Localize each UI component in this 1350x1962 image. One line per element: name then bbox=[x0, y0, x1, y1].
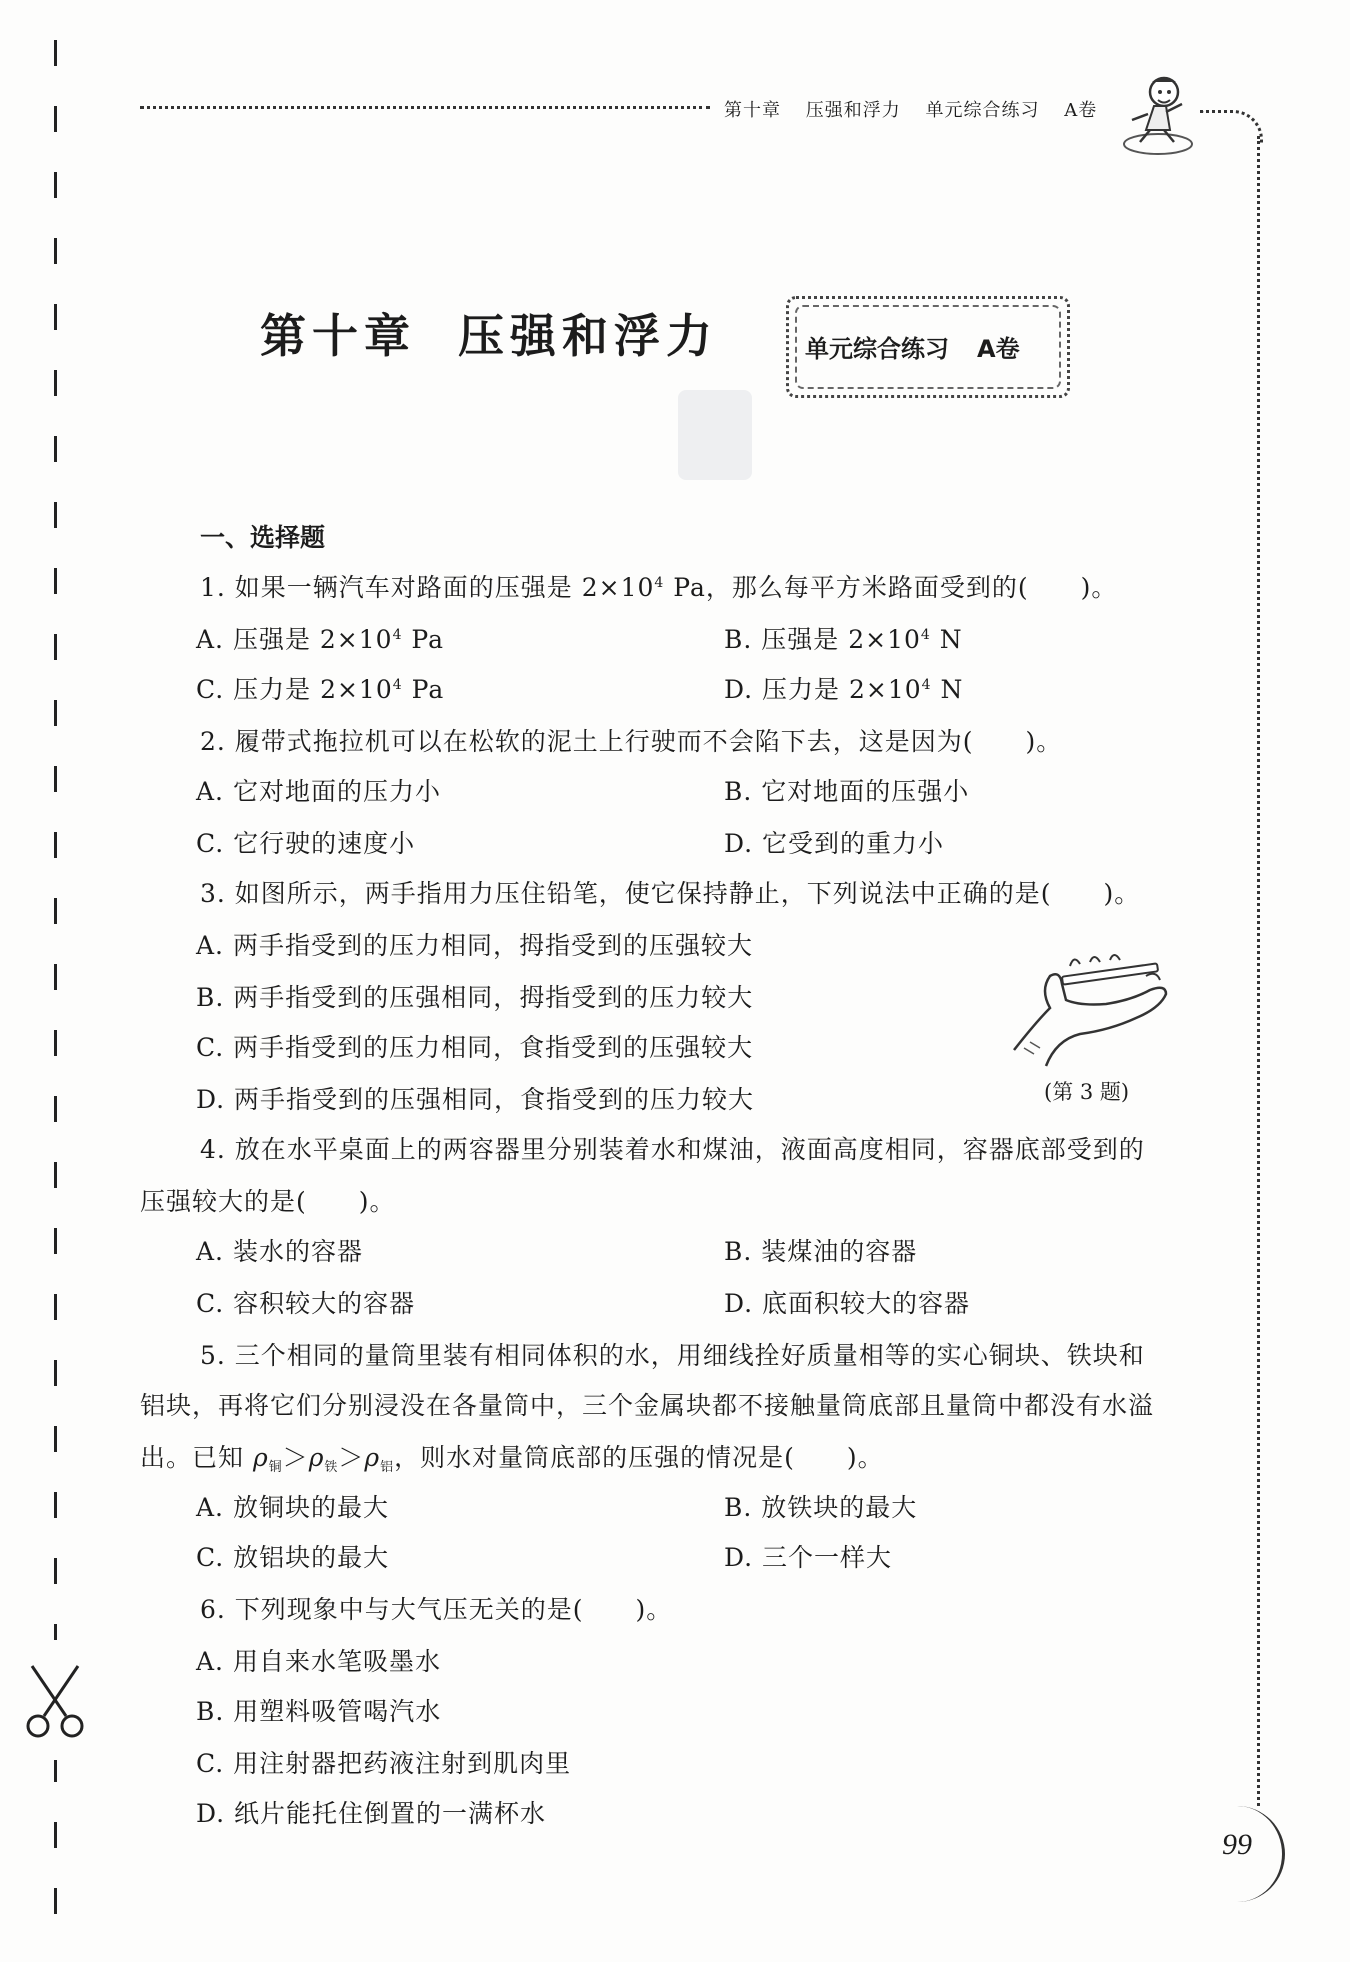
q2-option-b: B. 它对地面的压强小 bbox=[724, 777, 970, 806]
q4-option-b: B. 装煤油的容器 bbox=[724, 1237, 918, 1266]
q4-stem-line2: 压强较大的是( )。 bbox=[140, 1187, 396, 1216]
page-title bbox=[260, 300, 718, 366]
section-heading: 一、选择题 bbox=[200, 523, 326, 552]
page-number: 99 bbox=[1222, 1828, 1252, 1861]
q6-option-b: B. 用塑料吸管喝汽水 bbox=[196, 1697, 442, 1726]
q2-option-d: D. 它受到的重力小 bbox=[724, 829, 945, 858]
title-topic: 压强和浮力 bbox=[458, 309, 718, 363]
mascot-icon bbox=[1118, 70, 1198, 156]
q3-option-c: C. 两手指受到的压力相同，食指受到的压强较大 bbox=[196, 1033, 754, 1062]
header-volume: A卷 bbox=[1064, 100, 1098, 121]
q2-stem: 2. 履带式拖拉机可以在松软的泥土上行驶而不会陷下去，这是因为( )。 bbox=[200, 727, 1063, 756]
figure-caption: (第 3 题) bbox=[1044, 1080, 1130, 1104]
title-chapter: 第十章 bbox=[260, 309, 416, 363]
scissors-icon bbox=[22, 1660, 88, 1740]
q6-option-c: C. 用注射器把药液注射到肌肉里 bbox=[196, 1749, 572, 1778]
q5-option-b: B. 放铁块的最大 bbox=[724, 1493, 918, 1522]
q1-option-b: B. 压强是 $2\times 10^4$ N bbox=[724, 625, 963, 654]
header-topic: 压强和浮力 bbox=[805, 100, 901, 121]
q3-option-b: B. 两手指受到的压强相同，拇指受到的压力较大 bbox=[196, 983, 754, 1012]
q1-exponent: 4 bbox=[654, 575, 665, 591]
margin-rule bbox=[1257, 136, 1260, 1806]
q4-option-d: D. 底面积较大的容器 bbox=[724, 1289, 971, 1318]
q1-option-d: D. 压力是 $2\times 10^4$ N bbox=[724, 675, 964, 704]
badge-volume: A卷 bbox=[977, 335, 1020, 363]
header-rule bbox=[140, 106, 710, 109]
q1-stem-pre: 1. 如果一辆汽车对路面的压强是 2×10 bbox=[200, 573, 655, 602]
q1-stem bbox=[200, 568, 1117, 604]
hand-pencil-figure bbox=[1010, 930, 1174, 1070]
q1-option-c: C. 压力是 $2\times 10^4$ Pa bbox=[196, 675, 445, 704]
q5-stem-line1: 5. 三个相同的量筒里装有相同体积的水，用细线拴好质量相等的实心铜块、铁块和 bbox=[200, 1341, 1145, 1370]
q1-stem-post: Pa，那么每平方米路面受到的( )。 bbox=[664, 573, 1118, 602]
unit-badge bbox=[786, 296, 1070, 398]
q5-stem-line2: 铝块，再将它们分别浸没在各量筒中，三个金属块都不接触量筒底部且量筒中都没有水溢 bbox=[140, 1391, 1155, 1420]
q4-stem-line1: 4. 放在水平桌面上的两容器里分别装着水和煤油，液面高度相同，容器底部受到的 bbox=[200, 1135, 1145, 1164]
running-header bbox=[724, 96, 1115, 122]
q4-option-a: A. 装水的容器 bbox=[196, 1237, 363, 1266]
badge-label: 单元综合练习 bbox=[805, 335, 949, 363]
q4-option-c: C. 容积较大的容器 bbox=[196, 1289, 416, 1318]
q5-option-a: A. 放铜块的最大 bbox=[196, 1493, 389, 1522]
q3-option-d: D. 两手指受到的压强相同，食指受到的压力较大 bbox=[196, 1085, 755, 1114]
q5-stem-line3: 出。已知 $\rho_铜>\rho_铁>\rho_铝$，则水对量筒底部的压强的情况是( )。 bbox=[140, 1443, 884, 1475]
q5-option-d: D. 三个一样大 bbox=[724, 1543, 893, 1572]
q3-stem: 3. 如图所示，两手指用力压住铅笔，使它保持静止，下列说法中正确的是( )。 bbox=[200, 879, 1141, 908]
q3-option-a: A. 两手指受到的压力相同，拇指受到的压强较大 bbox=[196, 931, 753, 960]
q6-option-a: A. 用自来水笔吸墨水 bbox=[196, 1647, 441, 1676]
q2-option-c: C. 它行驶的速度小 bbox=[196, 829, 416, 858]
q5-option-c: C. 放铝块的最大 bbox=[196, 1543, 390, 1572]
header-corner-rule bbox=[1200, 110, 1263, 143]
q1-option-a: A. 压强是 $2\times 10^4$ Pa bbox=[196, 625, 445, 654]
header-unit: 单元综合练习 bbox=[925, 100, 1040, 121]
badge-text bbox=[805, 329, 1020, 364]
q6-stem: 6. 下列现象中与大气压无关的是( )。 bbox=[200, 1595, 673, 1624]
q6-option-d: D. 纸片能托住倒置的一满杯水 bbox=[196, 1799, 547, 1828]
q2-option-a: A. 它对地面的压力小 bbox=[196, 777, 441, 806]
scan-smudge bbox=[678, 390, 752, 480]
header-chapter: 第十章 bbox=[724, 100, 781, 121]
